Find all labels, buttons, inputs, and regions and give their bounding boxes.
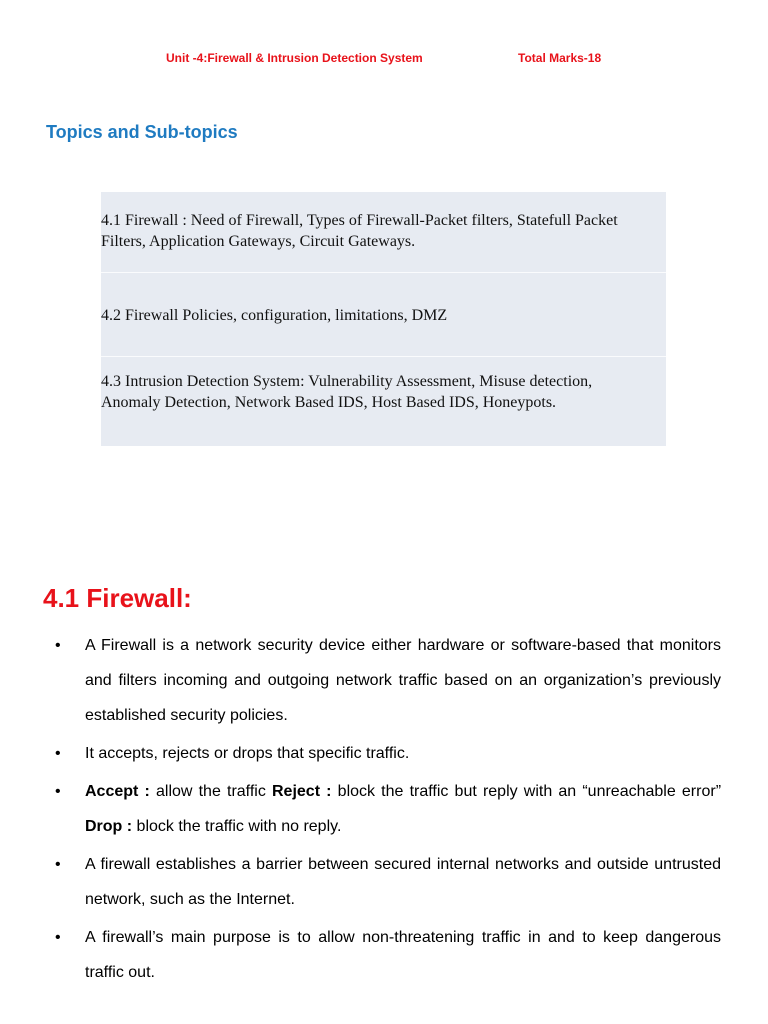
bullet-text: A Firewall is a network security device either hardware or software-based that monitors and filters incoming and outgoing network traffic based on an organization’s previously established security policies. bbox=[85, 637, 721, 724]
topics-table bbox=[101, 192, 666, 446]
bullet-text: It accepts, rejects or drops that specific traffic. bbox=[85, 745, 410, 762]
accept-text: allow the traffic bbox=[149, 783, 272, 800]
reject-term: Reject : bbox=[272, 783, 332, 800]
accept-term: Accept : bbox=[85, 783, 150, 800]
topic-row-4-3: 4.3 Intrusion Detection System: Vulnerability Assessment, Misuse detection, Anomaly Detection, Network Based IDS, Host Based IDS, Honeypots. bbox=[101, 373, 593, 411]
bullet-dot-icon: • bbox=[55, 856, 61, 873]
bullet-item bbox=[0, 736, 721, 771]
topics-heading: Topics and Sub-topics bbox=[46, 122, 238, 142]
bullet-text: A firewall establishes a barrier between secured internal networks and outside untrusted network, such as the Internet. bbox=[85, 856, 721, 908]
topic-row-4-2: 4.2 Firewall Policies, configuration, limitations, DMZ bbox=[101, 273, 666, 357]
reject-text: block the traffic but reply with an “unreachable error” bbox=[331, 783, 722, 800]
bullet-dot-icon: • bbox=[55, 929, 61, 946]
bullet-item bbox=[0, 774, 721, 844]
drop-term: Drop : bbox=[85, 818, 133, 835]
topic-row-4-1: 4.1 Firewall : Need of Firewall, Types of Firewall-Packet filters, Statefull Packet Filters, Application Gateways, Circuit Gateways. bbox=[101, 192, 666, 273]
bullet-item bbox=[0, 847, 721, 917]
bullet-dot-icon: • bbox=[55, 783, 61, 800]
bullet-text: A firewall’s main purpose is to allow non-threatening traffic in and to keep dangerous traffic out. bbox=[85, 929, 721, 981]
unit-title: Unit -4:Firewall & Intrusion Detection System bbox=[166, 51, 423, 65]
bullet-dot-icon: • bbox=[55, 637, 61, 654]
bullet-item bbox=[0, 628, 721, 733]
bullet-item bbox=[0, 920, 721, 990]
section-heading: 4.1 Firewall: bbox=[43, 583, 192, 613]
bullet-list bbox=[0, 628, 768, 993]
drop-text: block the traffic with no reply. bbox=[132, 818, 342, 835]
total-marks: Total Marks-18 bbox=[518, 51, 602, 65]
bullet-dot-icon: • bbox=[55, 745, 61, 762]
